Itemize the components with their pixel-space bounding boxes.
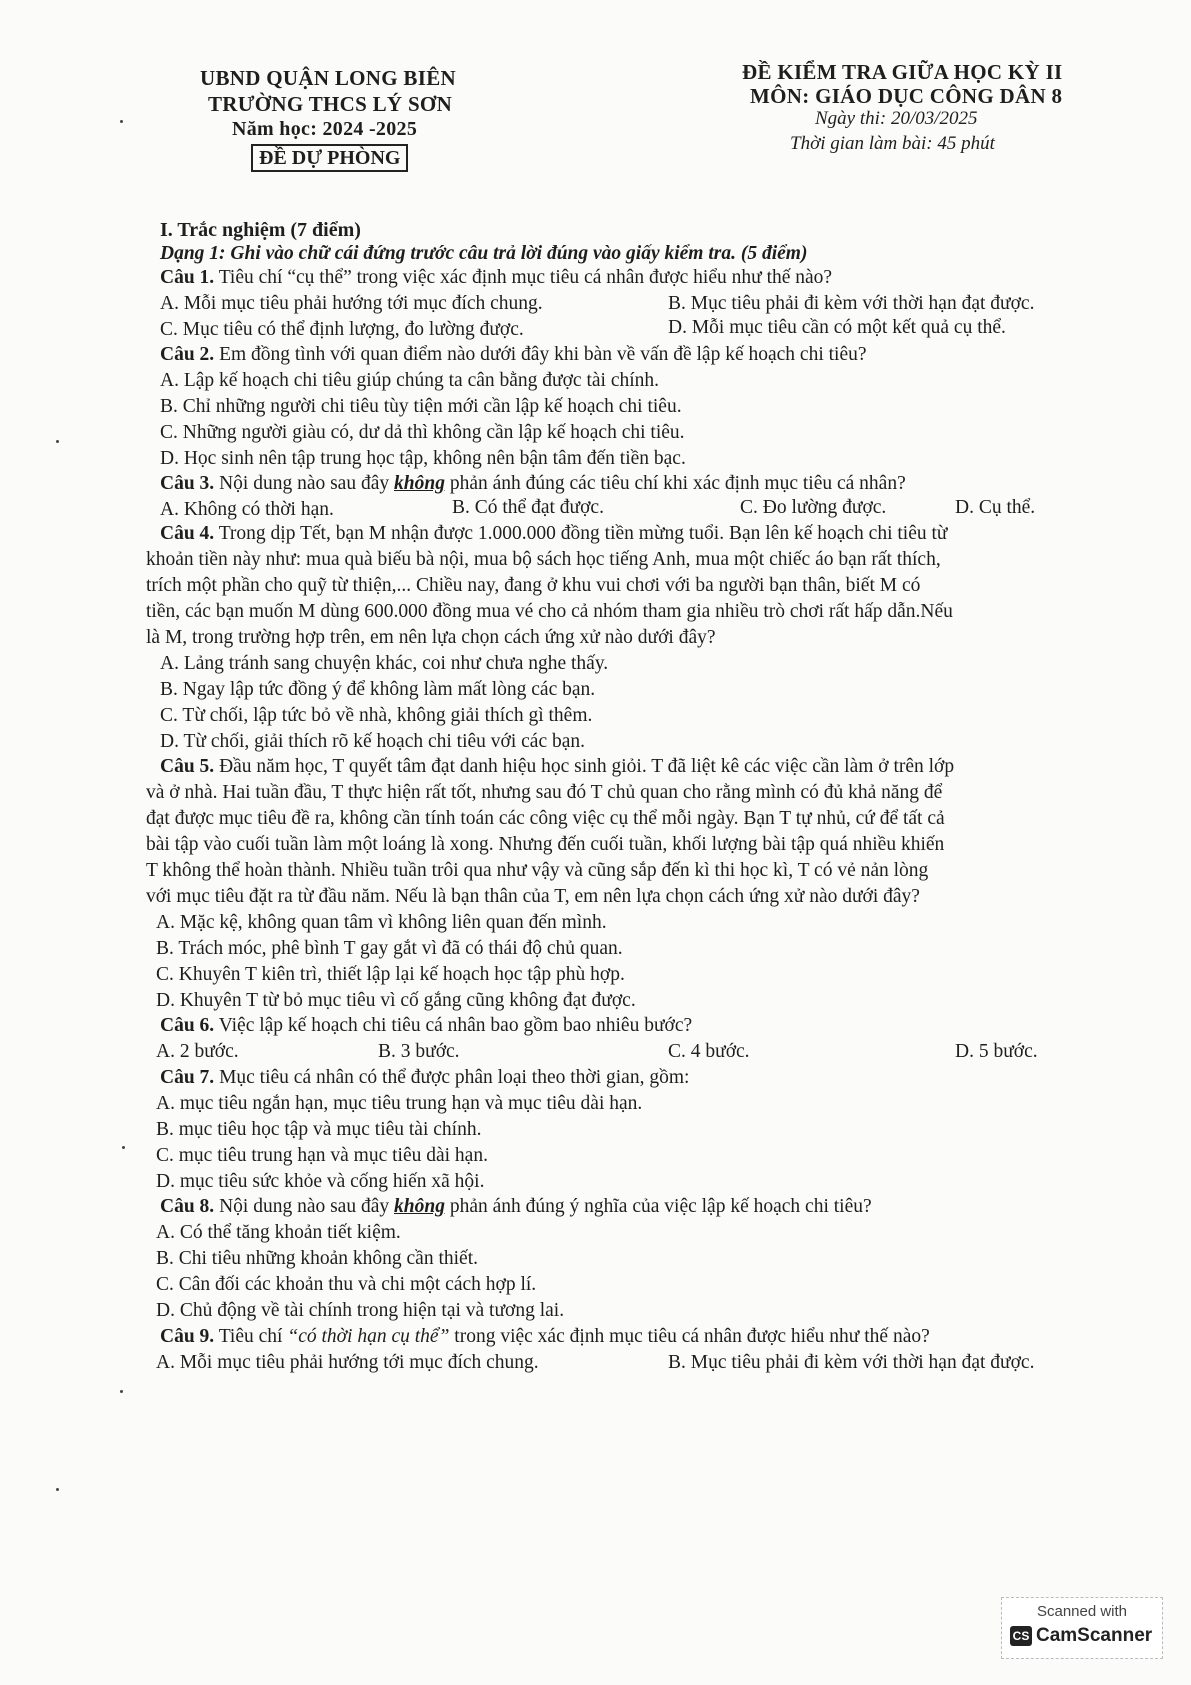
- q1-option-b: B. Mục tiêu phải đi kèm với thời hạn đạt được.: [668, 293, 1035, 314]
- q6-option-a: A. 2 bước.: [156, 1041, 239, 1062]
- q6-option-d: D. 5 bước.: [955, 1041, 1038, 1062]
- q5-option-b: B. Trách móc, phê bình T gay gắt vì đã có thái độ chủ quan.: [156, 938, 623, 959]
- question-8: Câu 8. Nội dung nào sau đây không phản ánh đúng ý nghĩa của việc lập kế hoạch chi tiêu?: [160, 1196, 872, 1217]
- question-5-line-3: đạt được mục tiêu đề ra, không cần tính toán các công việc cụ thể mỗi ngày. Bạn T tự nhủ, cứ để tất cả: [146, 808, 945, 829]
- question-4-line-3: trích một phần cho quỹ từ thiện,... Chiều nay, đang ở khu vui chơi với ba người bạn thân, biết M có: [146, 575, 921, 596]
- q4-option-d: D. Từ chối, giải thích rõ kế hoạch chi tiêu với các bạn.: [160, 731, 586, 752]
- q4-option-c: C. Từ chối, lập tức bỏ về nhà, không giải thích gì thêm.: [160, 705, 593, 726]
- q6-option-b: B. 3 bước.: [378, 1041, 460, 1062]
- question-5-line-4: bài tập vào cuối tuần làm một loáng là xong. Nhưng đến cuối tuần, khối lượng bài tập quá nhiều khiến: [146, 834, 945, 855]
- question-9: Câu 9. Tiêu chí “có thời hạn cụ thể” trong việc xác định mục tiêu cá nhân được hiểu như thế nào?: [160, 1326, 930, 1347]
- q2-option-c: C. Những người giàu có, dư dả thì không cần lập kế hoạch chi tiêu.: [160, 422, 685, 443]
- question-5-line-2: và ở nhà. Hai tuần đầu, T thực hiện rất tốt, nhưng sau đó T chủ quan cho rằng mình có đủ khả năng để: [146, 782, 943, 803]
- q3-option-a: A. Không có thời hạn.: [160, 499, 334, 520]
- q7-option-d: D. mục tiêu sức khỏe và cống hiến xã hội.: [156, 1171, 485, 1192]
- section-title: I. Trắc nghiệm (7 điểm): [160, 219, 361, 241]
- q3-option-c: C. Đo lường được.: [740, 497, 887, 518]
- q7-option-c: C. mục tiêu trung hạn và mục tiêu dài hạn.: [156, 1145, 488, 1166]
- q5-option-d: D. Khuyên T từ bỏ mục tiêu vì cố gắng cũng không đạt được.: [156, 990, 636, 1011]
- exam-subject: MÔN: GIÁO DỤC CÔNG DÂN 8: [750, 84, 1063, 108]
- exam-duration: Thời gian làm bài: 45 phút: [790, 133, 995, 154]
- question-5-line-6: với mục tiêu đặt ra từ đầu năm. Nếu là bạn thân của T, em nên lựa chọn cách ứng xử nào dưới đây?: [146, 886, 920, 907]
- q8-option-c: C. Cân đối các khoản thu và chi một cách hợp lí.: [156, 1274, 537, 1295]
- scan-speck: [122, 1146, 125, 1149]
- question-5: Câu 5. Đầu năm học, T quyết tâm đạt danh hiệu học sinh giỏi. T đã liệt kê các việc cần làm ở trên lớp: [160, 756, 955, 777]
- q7-option-a: A. mục tiêu ngắn hạn, mục tiêu trung hạn và mục tiêu dài hạn.: [156, 1093, 643, 1114]
- q5-option-c: C. Khuyên T kiên trì, thiết lập lại kế hoạch học tập phù hợp.: [156, 964, 625, 985]
- question-7: Câu 7. Mục tiêu cá nhân có thể được phân loại theo thời gian, gồm:: [160, 1067, 690, 1088]
- question-1: Câu 1. Tiêu chí “cụ thể” trong việc xác định mục tiêu cá nhân được hiểu như thế nào?: [160, 267, 833, 288]
- question-4-line-2: khoản tiền này như: mua quà biếu bà nội, mua bộ sách học tiếng Anh, mua một chiếc áo bạn rất thích,: [146, 549, 941, 570]
- q5-option-a: A. Mặc kệ, không quan tâm vì không liên quan đến mình.: [156, 912, 607, 933]
- school-name: TRƯỜNG THCS LÝ SƠN: [208, 92, 453, 116]
- school-year: Năm học: 2024 -2025: [232, 118, 418, 140]
- question-6: Câu 6. Việc lập kế hoạch chi tiêu cá nhân bao gồm bao nhiêu bước?: [160, 1015, 693, 1036]
- q3-option-d: D. Cụ thể.: [955, 497, 1036, 518]
- q2-option-d: D. Học sinh nên tập trung học tập, không nên bận tâm đến tiền bạc.: [160, 448, 686, 469]
- q6-option-c: C. 4 bước.: [668, 1041, 750, 1062]
- question-5-line-5: T không thể hoàn thành. Nhiều tuần trôi qua như vậy và cũng sắp đến kì thi học kì, T có vẻ nản lòng: [146, 860, 929, 881]
- exam-date: Ngày thi: 20/03/2025: [815, 108, 978, 129]
- section-instruction: Dạng 1: Ghi vào chữ cái đứng trước câu trả lời đúng vào giấy kiểm tra. (5 điểm): [160, 243, 808, 264]
- camscanner-watermark: [1001, 1597, 1163, 1659]
- question-2: Câu 2. Em đồng tình với quan điểm nào dưới đây khi bàn về vấn đề lập kế hoạch chi tiêu?: [160, 344, 867, 365]
- q8-option-b: B. Chi tiêu những khoản không cần thiết.: [156, 1248, 478, 1269]
- q4-option-b: B. Ngay lập tức đồng ý để không làm mất lòng các bạn.: [160, 679, 596, 700]
- question-4: Câu 4. Trong dịp Tết, bạn M nhận được 1.000.000 đồng tiền mừng tuổi. Bạn lên kế hoạch chi tiêu từ: [160, 523, 948, 544]
- scan-speck: [120, 120, 123, 123]
- scan-speck: [56, 1488, 59, 1491]
- exam-title: ĐỀ KIỂM TRA GIỮA HỌC KỲ II: [742, 60, 1063, 84]
- q2-option-b: B. Chỉ những người chi tiêu tùy tiện mới cần lập kế hoạch chi tiêu.: [160, 396, 682, 417]
- q3-option-b: B. Có thể đạt được.: [452, 497, 604, 518]
- q8-option-d: D. Chủ động về tài chính trong hiện tại và tương lai.: [156, 1300, 565, 1321]
- camscanner-logo-icon: CS: [1010, 1626, 1032, 1646]
- q2-option-a: A. Lập kế hoạch chi tiêu giúp chúng ta cân bằng được tài chính.: [160, 370, 660, 391]
- q7-option-b: B. mục tiêu học tập và mục tiêu tài chính.: [156, 1119, 482, 1140]
- q4-option-a: A. Lảng tránh sang chuyện khác, coi như chưa nghe thấy.: [160, 653, 609, 674]
- school-district: UBND QUẬN LONG BIÊN: [200, 66, 456, 90]
- q1-option-d: D. Mỗi mục tiêu cần có một kết quả cụ thể.: [668, 317, 1006, 338]
- watermark-caption: Scanned with: [1036, 1603, 1128, 1620]
- watermark-brand: CamScanner: [1036, 1625, 1153, 1646]
- backup-exam-label: ĐỀ DỰ PHÒNG: [251, 144, 408, 172]
- q1-option-c: C. Mục tiêu có thể định lượng, đo lường được.: [160, 319, 524, 340]
- question-4-line-4: tiền, các bạn muốn M dùng 600.000 đồng mua vé cho cả nhóm tham gia nhiều trò chơi rất hấp dẫn.Nếu: [146, 601, 953, 622]
- question-4-line-5: là M, trong trường hợp trên, em nên lựa chọn cách ứng xử nào dưới đây?: [146, 627, 716, 648]
- scan-speck: [56, 440, 59, 443]
- q1-option-a: A. Mỗi mục tiêu phải hướng tới mục đích chung.: [160, 293, 543, 314]
- scan-speck: [120, 1390, 123, 1393]
- question-3: Câu 3. Nội dung nào sau đây không phản ánh đúng các tiêu chí khi xác định mục tiêu cá nhân?: [160, 473, 906, 494]
- q9-option-a: A. Mỗi mục tiêu phải hướng tới mục đích chung.: [156, 1352, 539, 1373]
- q8-option-a: A. Có thể tăng khoản tiết kiệm.: [156, 1222, 401, 1243]
- q9-option-b: B. Mục tiêu phải đi kèm với thời hạn đạt được.: [668, 1352, 1035, 1373]
